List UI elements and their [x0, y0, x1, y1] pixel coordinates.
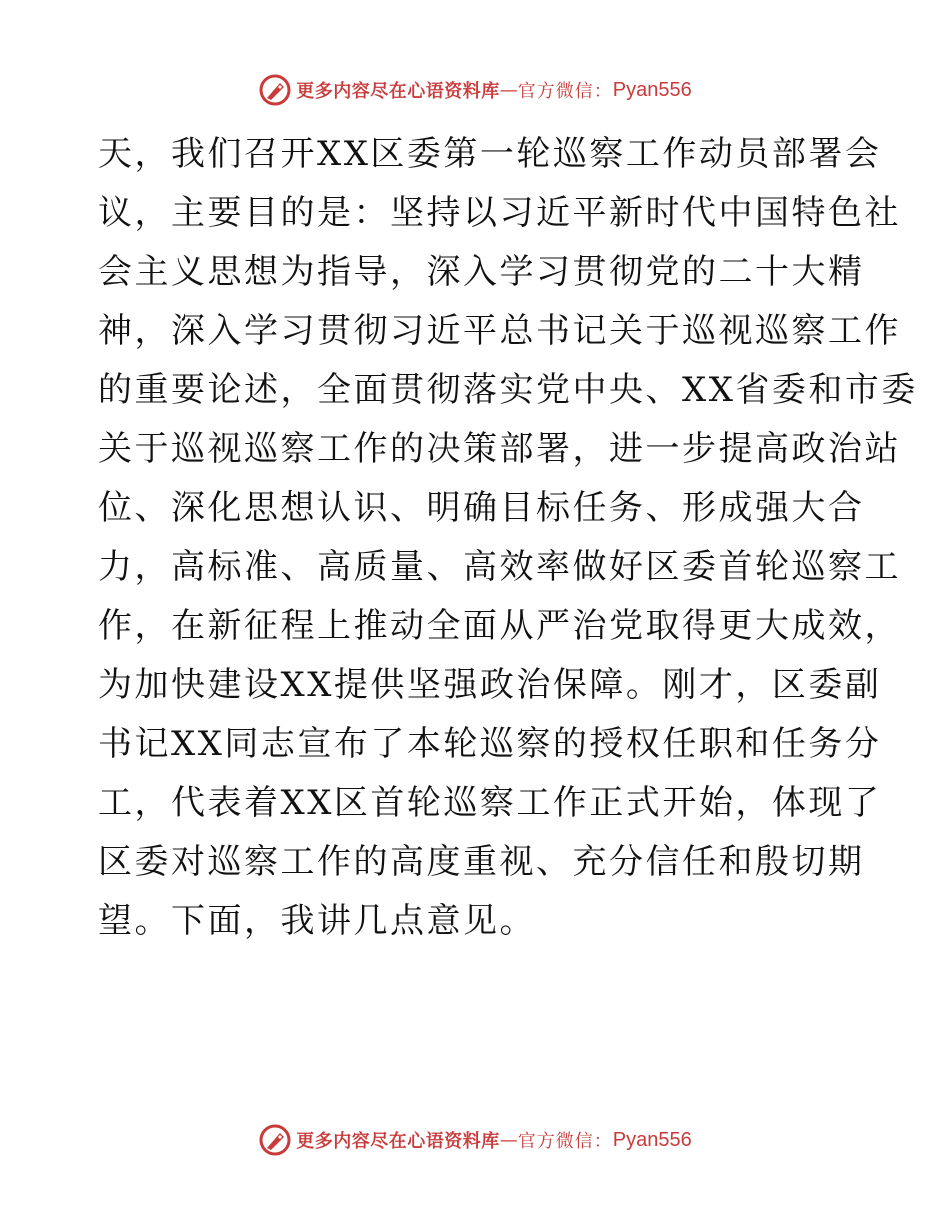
pen-nib-logo-icon	[258, 73, 292, 107]
watermark-brand-text: 更多内容尽在心语资料库	[296, 1131, 500, 1152]
text-line: 书记XX同志宣布了本轮巡察的授权任职和任务分	[98, 724, 882, 764]
document-body	[98, 125, 918, 951]
text-line: 工，代表着XX区首轮巡察工作正式开始，体现了	[98, 783, 882, 823]
watermark-label: 官方微信：	[517, 1131, 613, 1152]
text-line: 为加快建设XX提供坚强政治保障。刚才，区委副	[98, 665, 882, 705]
watermark-label: 官方微信：	[517, 81, 613, 102]
text-line: 会主义思想为指导，深入学习贯彻党的二十大精	[98, 252, 865, 292]
watermark-brand-text: 更多内容尽在心语资料库	[296, 81, 500, 102]
text-line: 作，在新征程上推动全面从严治党取得更大成效，	[98, 606, 901, 646]
text-line: 议，主要目的是：坚持以习近平新时代中国特色社	[98, 193, 901, 233]
text-line: 关于巡视巡察工作的决策部署，进一步提高政治站	[98, 429, 901, 469]
text-line: 的重要论述，全面贯彻落实党中央、XX省委和市委	[98, 370, 918, 410]
text-line: 位、深化思想认识、明确目标任务、形成强大合	[98, 488, 865, 528]
text-line: 望。下面，我讲几点意见。	[98, 901, 536, 941]
footer-watermark	[0, 1122, 950, 1158]
text-line: 力，高标准、高质量、高效率做好区委首轮巡察工	[98, 547, 901, 587]
watermark-wechat-id: Pyan556	[612, 78, 692, 101]
watermark-separator: —	[499, 79, 518, 101]
text-line: 神，深入学习贯彻习近平总书记关于巡视巡察工作	[98, 311, 901, 351]
header-watermark	[0, 72, 950, 108]
watermark-separator: —	[499, 1129, 518, 1151]
pen-nib-logo-icon	[258, 1123, 292, 1157]
text-line: 天，我们召开XX区委第一轮巡察工作动员部署会	[98, 134, 882, 174]
watermark-wechat-id: Pyan556	[612, 1128, 692, 1151]
text-line: 区委对巡察工作的高度重视、充分信任和殷切期	[98, 842, 865, 882]
